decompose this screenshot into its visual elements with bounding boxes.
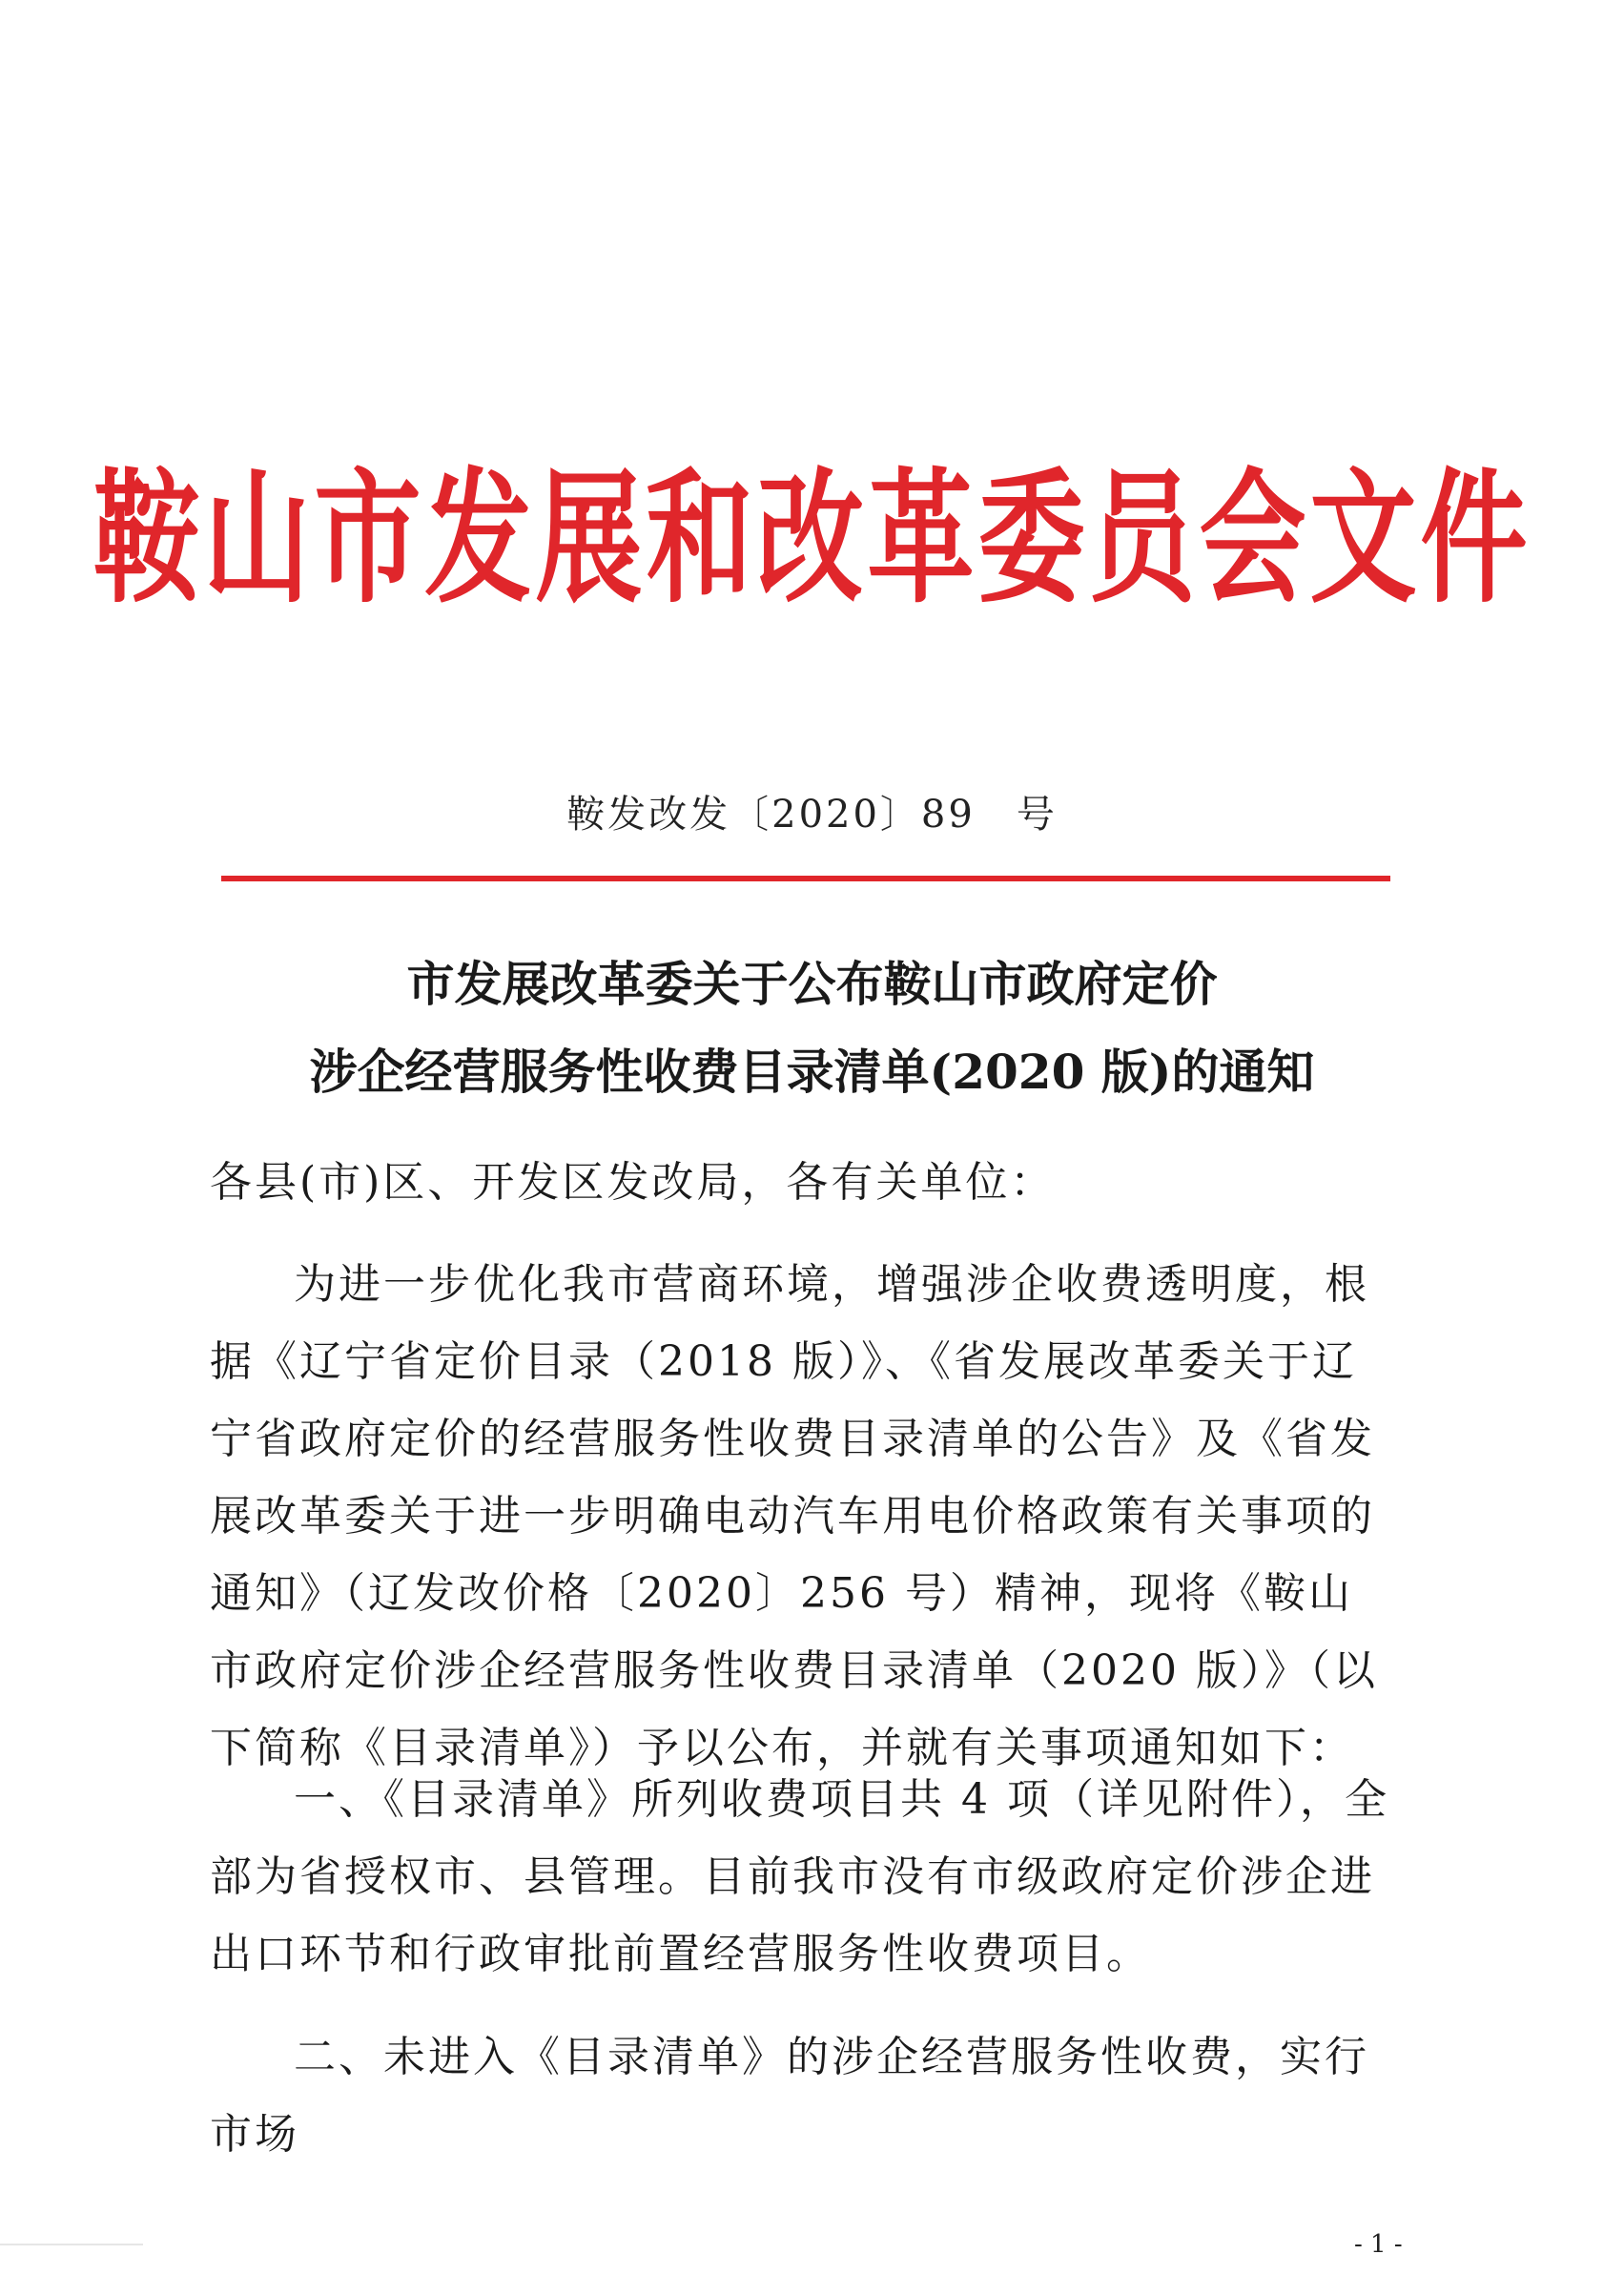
body-paragraph-2: 一、《目录清单》所列收费项目共 4 项（详见附件），全部为省授权市、县管理。目前我市没有市级政府定价涉企进出口环节和行政审批前置经营服务性收费项目。 xyxy=(210,1775,1389,1978)
document-header: 鞍山市发展和改革委员会文件 xyxy=(93,455,1531,624)
scan-edge-mark xyxy=(0,2244,143,2245)
notice-title-line-2: 涉企经营服务性收费目录清单(2020 版)的通知 xyxy=(309,1044,1315,1100)
body-paragraph-3: 二、未进入《目录清单》的涉企经营服务性收费，实行市场 xyxy=(210,2033,1369,2159)
body-paragraph-1: 为进一步优化我市营商环境，增强涉企收费透明度，根据《辽宁省定价目录（2018 版）》、《省发展改革委关于辽宁省政府定价的经营服务性收费目录清单的公告》及《省发展改革委关于进一步明确电动汽车用电价格政策有关事项的通知》（辽发改价格〔2020〕256 号）精神，现将《鞍山市政府定价涉企经营服务性收费目录清单（2020 版）》（以下简称《目录清单》）予以公布，并就有关事项通知如下： xyxy=(210,1260,1378,1772)
notice-title-line-1: 市发展改革委关于公布鞍山市政府定价 xyxy=(406,956,1218,1012)
page-number: - 1 - xyxy=(1354,2230,1403,2259)
document-number: 鞍发改发〔2020〕89 号 xyxy=(566,793,1058,837)
header-divider xyxy=(221,876,1390,881)
salutation: 各县(市)区、开发区发改局，各有关单位： xyxy=(210,1158,1056,1207)
